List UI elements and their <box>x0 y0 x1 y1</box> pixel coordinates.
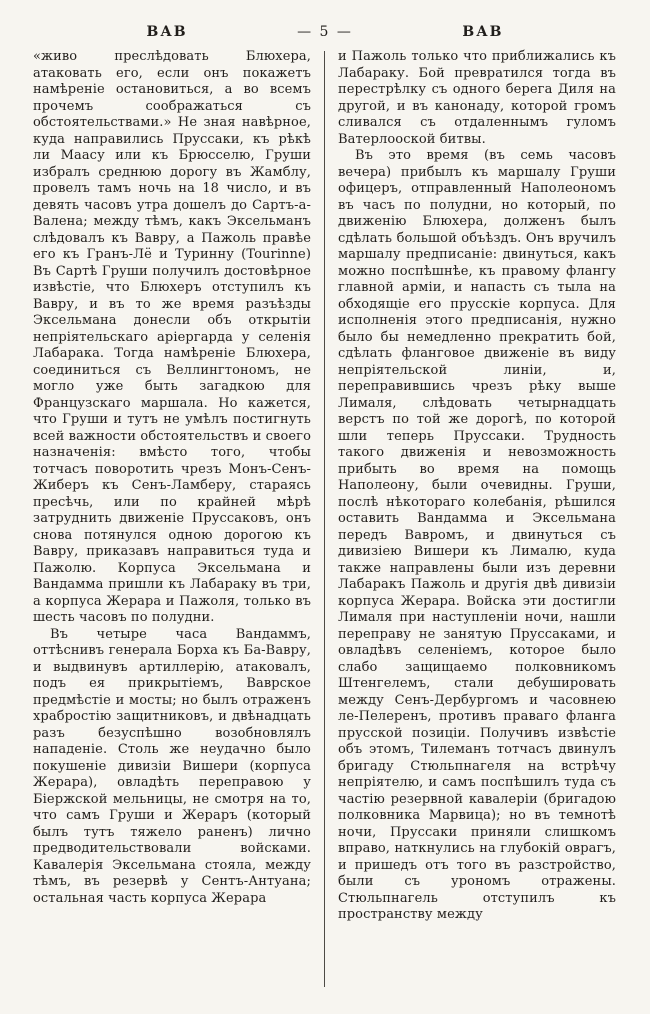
page-header <box>33 24 617 40</box>
paragraph-continuation: и Пажоль только что приближались къ Лабараку. Бой превратился тогда въ перестрѣлку съ одного берега Диля на другой, и въ канонаду, которой громъ сливался съ отдаленнымъ гуломъ Ватерлооской битвы. <box>338 49 616 147</box>
header-catchword-right: ВАВ <box>462 24 504 40</box>
paragraph: Въ это время (въ семь часовъ вечера) прибылъ къ маршалу Груши офицеръ, отправленный Наполеономъ въ часъ по полудни, но который, по движенію Блюхера, долженъ былъ сдѣлать большой объѣздъ. Онъ вручилъ маршалу предписаніе: двинуться, какъ можно поспѣшнѣе, къ правому флангу главной арміи, и напасть съ тыла на обходящіе его прусскіе корпуса. Для исполненія этого предписанія, нужно было бы немедленно прекратить бой, сдѣлать фланговое движеніе въ виду непріятельской линіи, и, переправившись чрезъ рѣку выше Лималя, слѣдовать четырнадцать верстъ по той же дорогѣ, по которой шли теперь Пруссаки. Трудность такого движенія и невозможность прибыть во время на помощь Наполеону, были очевидны. Груши, послѣ нѣкотораго колебанія, рѣшился оставить Вандамма и Эксельмана передъ Вавромъ, и двинуться съ дивизіею Вишери къ Лималю, куда также направлены были изъ деревни Лабаракъ Пажоль и другія двѣ дивизіи корпуса Жерара. Войска эти достигли Лималя при наступленіи ночи, нашли переправу не занятую Пруссаками, и овладѣвъ селеніемъ, которое было слабо защищаемо полковникомъ Штенгелемъ, стали дебушировать между Сенъ-Дербургомъ и часовнею ле-Пелеренъ, противъ праваго фланга прусской позиціи. Получивъ извѣстіе объ этомъ, Тилеманъ тотчасъ двинулъ бригаду Стюльпнагеля на встрѣчу непріятелю, и самъ поспѣшилъ туда съ частію резервной кавалеріи (бригадою полковника Марвица); но въ темнотѣ ночи, Пруссаки приняли слишкомъ вправо, наткнулись на глубокій оврагъ, и пришедъ отъ того въ разстройство, были съ урономъ отражены. Стюльпнагель отступилъ къ пространству между <box>338 148 616 922</box>
page-number: — 5 — <box>297 24 353 40</box>
left-column <box>33 49 311 987</box>
text-columns <box>33 49 617 987</box>
paragraph: Въ четыре часа Вандаммъ, оттѣснивъ генерала Борха къ Ба-Вавру, и выдвинувъ артиллерію, атаковалъ, подъ ея прикрытіемъ, Ваврское предмѣстіе и мосты; но былъ отраженъ храбростію защитниковъ, и двѣнадцать разъ безуспѣшно возобновлялъ нападеніе. Столь же неудачно было покушеніе дивизіи Вишери (корпуса Жерара), овладѣть переправою у Біержской мельницы, не смотря на то, что самъ Груши и Жераръ (который былъ тутъ тяжело раненъ) лично предводительствовали войсками. Кавалерія Эксельмана стояла, между тѣмъ, въ резервѣ у Сентъ-Антуана; остальная часть корпуса Жерара <box>33 626 311 906</box>
right-column <box>338 49 616 987</box>
paragraph-continuation: «живо преслѣдовать Блюхера, атаковать его, если онъ покажетъ намѣреніе остановиться, а во всемъ прочемъ соображаться съ обстоятельствами.» Не зная навѣрное, куда направились Пруссаки, къ рѣкѣ ли Маасу или къ Брюсселю, Груши избралъ среднюю дорогу въ Жамблу, провелъ тамъ ночь на 18 число, и въ девять часовъ утра дошелъ до Сартъ-а-Валена; между тѣмъ, какъ Эксельманъ слѣдовалъ къ Вавру, а Пажоль правѣе его къ Гранъ-Лё и Туринну (Tourinne) Въ Сартѣ Груши получилъ достовѣрное извѣстіе, что Блюхеръ отступилъ къ Вавру, и въ то же время разъѣзды Эксельмана донесли объ открытіи непріятельскаго аріергарда у селенія Лабарака. Тогда намѣреніе Блюхера, соединиться съ Веллингтономъ, не могло уже быть загадкою для Французскаго маршала. Но кажется, что Груши и тутъ не умѣлъ постигнуть всей важности обстоятельствъ и своего назначенія: вмѣсто того, чтобы тотчасъ поворотить чрезъ Монъ-Сенъ-Жиберъ къ Сенъ-Ламберу, стараясь пресѣчь, или по крайней мѣрѣ затруднить движеніе Пруссаковъ, онъ снова потянулся одною дорогою къ Вавру, приказавъ направиться туда и Пажолю. Корпуса Эксельмана и Вандамма пришли къ Лабараку въ три, а корпуса Жерара и Пажоля, только въ шесть часовъ по полудни. <box>33 49 311 625</box>
header-catchword-left: ВАВ <box>146 24 188 40</box>
column-divider <box>324 51 325 987</box>
